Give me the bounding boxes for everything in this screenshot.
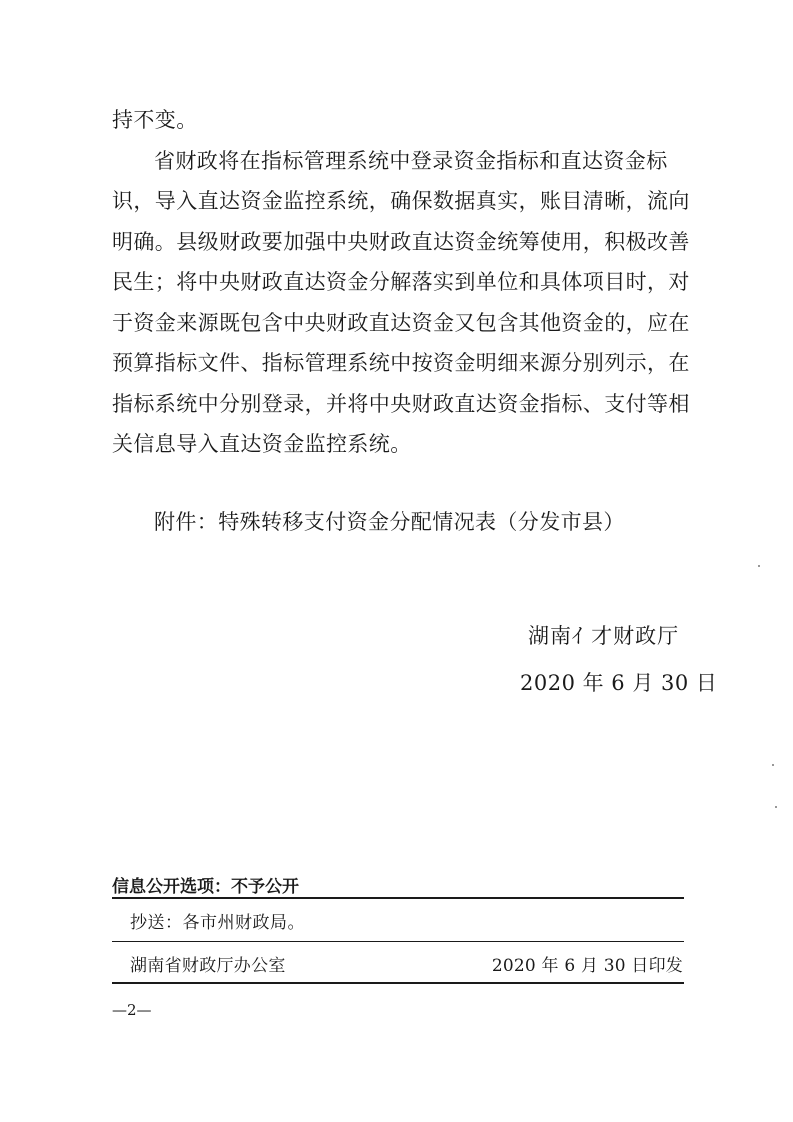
issuer-name: 湖南ｲ 才财政厅 bbox=[528, 624, 680, 648]
paragraph-main: 省财政将在指标管理系统中登录资金指标和直达资金标识，导入直达资金监控系统，确保数据真实，账目清晰，流向明确。县级财政要加强中央财政直达资金统筹使用，积极改善民生；将中央财政直达资金分解落实到单位和具体项目时，对于资金来源既包含中央财政直达资金又包含其他资金的，应在预算指标文件、指标管理系统中按资金明细来源分别列示，在指标系统中分别登录，并将中央财政直达资金指标、支付等相关信息导入直达资金监控系统。 bbox=[112, 148, 690, 456]
paragraph-continuation: 持不变。 bbox=[112, 108, 198, 132]
footer-rule-bottom bbox=[112, 982, 684, 984]
scan-speck bbox=[772, 764, 774, 766]
attachment-note: 附件：特殊转移支付资金分配情况表（分发市县） bbox=[154, 510, 625, 534]
disclosure-option: 信息公开选项：不予公开 bbox=[112, 877, 299, 896]
footer-rule-top bbox=[112, 897, 684, 899]
cc-recipients: 抄送：各市州财政局。 bbox=[130, 913, 305, 933]
page-number: —2— bbox=[112, 1001, 152, 1019]
print-office: 湖南省财政厅办公室 bbox=[130, 956, 286, 976]
scan-speck bbox=[775, 806, 777, 808]
print-date: 2020 年 6 月 30 日印发 bbox=[491, 956, 683, 976]
issue-date: 2020 年 6 月 30 日 bbox=[520, 671, 718, 695]
footer-rule-middle bbox=[112, 941, 684, 942]
document-body bbox=[112, 100, 692, 465]
scan-speck bbox=[758, 565, 760, 567]
